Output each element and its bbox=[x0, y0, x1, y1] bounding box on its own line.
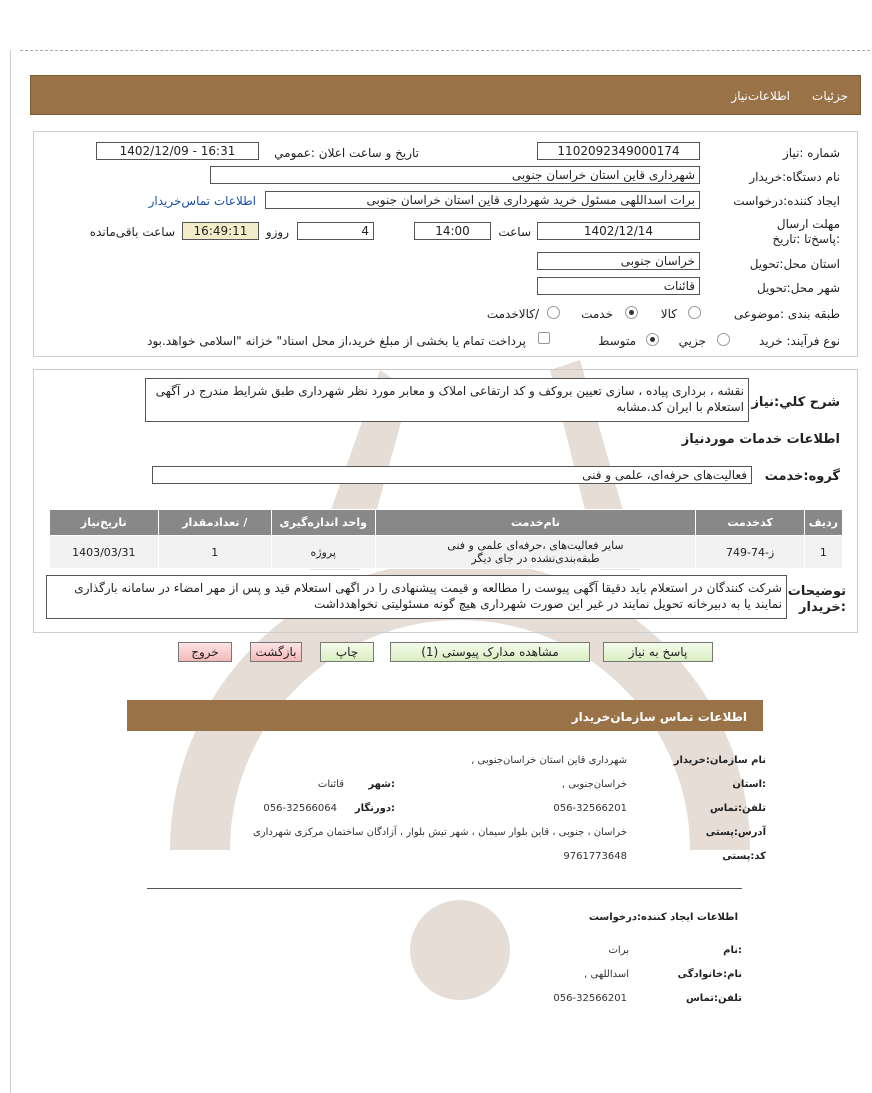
buyer-notes-label-2: :خریدار bbox=[799, 600, 846, 615]
address-value: خراسان ، جنوبی ، قاین بلوار سیمان ، شهر تیش بلوار ، آزادگان ساختمان مرکزی شهرداری bbox=[252, 827, 627, 838]
radio-medium-label: متوسط bbox=[598, 334, 636, 348]
reply-button[interactable]: پاسخ به نیاز bbox=[603, 642, 713, 662]
contact-city-value: قائنات bbox=[317, 779, 344, 790]
cell-service-code: ز-74-749 bbox=[696, 536, 804, 569]
contact-province-value: خراسان‌جنوبی , bbox=[561, 779, 627, 790]
contact-province-label: :استان bbox=[732, 779, 766, 790]
cell-row: 1 bbox=[804, 536, 842, 569]
process-label: نوع فرآیند: خرید bbox=[759, 334, 840, 348]
radio-partial-label: جزیي bbox=[678, 334, 706, 348]
col-unit: واحد اندازه‌گیری bbox=[271, 510, 375, 536]
creator-phone-value: 056-32566201 bbox=[553, 993, 627, 1004]
fax-label: :دورنگار bbox=[354, 803, 395, 814]
buyer-notes-label-1: توضیحات bbox=[787, 584, 846, 599]
treasury-payment-note: پرداخت تمام یا بخشی از مبلغ خرید،از محل اسناد" خزانه "اسلامی خواهد.بود bbox=[147, 334, 526, 348]
services-title: اطلاعات خدمات موردنیاز bbox=[681, 432, 840, 447]
announce-field: 1402/12/09 - 16:31 bbox=[96, 142, 259, 160]
city-field: قائنات bbox=[537, 277, 700, 295]
phone-label: تلفن:تماس bbox=[709, 803, 766, 814]
fax-value: 056-32566064 bbox=[263, 803, 337, 814]
time-label: ساعت bbox=[498, 225, 531, 239]
treasury-payment-checkbox[interactable] bbox=[538, 332, 550, 344]
col-row: ردیف bbox=[804, 510, 842, 536]
creator-family-value: اسداللهی , bbox=[584, 969, 629, 980]
creator-name-label: :نام bbox=[723, 945, 742, 956]
summary-text: نقشه ، برداری پیاده ، سازی تعیین بروکف و کد ارتفاعی املاک و معابر مورد نظر شهرداری طبق شرایط مندرج در آگهی استعلام با ایران کد.مشابه bbox=[145, 378, 749, 422]
summary-label: شرح کلي:نیاز bbox=[751, 395, 840, 410]
service-group-field: فعالیت‌های حرفه‌ای، علمی و فنی bbox=[152, 466, 752, 484]
table-row bbox=[50, 536, 843, 569]
province-label: استان محل:تحویل bbox=[749, 257, 840, 271]
radio-partial[interactable] bbox=[717, 333, 730, 346]
radio-goods[interactable] bbox=[688, 306, 701, 319]
tab-need-info[interactable]: اطلاعات‌نیاز bbox=[731, 89, 790, 103]
remaining-time-label: ساعت باقی‌مانده bbox=[89, 225, 175, 239]
creator-name-value: برات bbox=[608, 945, 629, 956]
cell-quantity: 1 bbox=[158, 536, 271, 569]
back-button[interactable]: بازگشت bbox=[250, 642, 302, 662]
announce-label: تاریخ و ساعت اعلان :عمومي bbox=[274, 146, 419, 160]
buyer-notes-text: شرکت کنندگان در استعلام باید دقیقا آگهی پیوست را مطالعه و قیمت پیشنهادی را در اگهی استعلام قید و پس از مهر امضاء در سامانه بارگذاری نمایند یا به دبیرخانه تحویل نمایند در غیر این صورت شهرداری هیچ گونه مسئولیتی نخواهدداشت bbox=[46, 575, 787, 619]
need-info-panel bbox=[33, 131, 858, 357]
contact-city-label: :شهر bbox=[368, 779, 395, 790]
creator-field: برات اسداللهی مسئول خرید شهرداری قاین استان خراسان جنوبی bbox=[265, 191, 700, 209]
org-value: شهرداری قاین استان خراسان‌جنوبی , bbox=[471, 755, 627, 766]
col-service-name: نام‌خدمت bbox=[375, 510, 696, 536]
creator-label: ایجاد کننده:درخواست bbox=[733, 194, 840, 208]
category-label: طبقه بندی :موضوعی bbox=[733, 307, 840, 321]
left-border bbox=[10, 50, 11, 1093]
contact-title: اطلاعات تماس سازمان‌خریدار bbox=[571, 710, 747, 724]
city-label: شهر محل:تحویل bbox=[756, 281, 840, 295]
col-service-code: کدخدمت bbox=[696, 510, 804, 536]
cell-service-name bbox=[375, 536, 696, 569]
radio-medium[interactable] bbox=[646, 333, 659, 346]
radio-service-label: خدمت bbox=[581, 307, 613, 321]
tab-details[interactable]: جزئیات bbox=[812, 89, 848, 103]
col-need-date: تاریخ‌نیاز bbox=[50, 510, 159, 536]
exit-button[interactable]: خروج bbox=[178, 642, 232, 662]
cell-need-date: 1403/03/31 bbox=[50, 536, 159, 569]
cell-unit: پروژه bbox=[271, 536, 375, 569]
buyer-contact-link[interactable]: اطلاعات تماس‌خریدار bbox=[148, 194, 256, 208]
address-label: آدرس:پستی bbox=[705, 827, 766, 838]
phone-value: 056-32566201 bbox=[553, 803, 627, 814]
creator-family-label: نام:خانوادگی bbox=[677, 969, 742, 980]
top-divider bbox=[20, 50, 870, 51]
service-name-line-1: سایر فعالیت‌های ،حرفه‌ای علمی و فنی bbox=[447, 539, 624, 552]
radio-service[interactable] bbox=[625, 306, 638, 319]
print-button[interactable]: چاپ bbox=[320, 642, 374, 662]
buyer-field: شهرداری قاین استان خراسان جنوبی bbox=[210, 166, 700, 184]
radio-goods-service-label: /کالاخدمت bbox=[486, 307, 539, 321]
buyer-label: نام دستگاه:خریدار bbox=[749, 170, 840, 184]
postal-value: 9761773648 bbox=[563, 851, 627, 862]
org-label: نام سازمان:خریدار bbox=[673, 755, 766, 766]
remaining-time-field: 16:49:11 bbox=[182, 222, 259, 240]
creator-section-title: اطلاعات ایجاد کننده:درخواست bbox=[588, 912, 738, 923]
contact-banner bbox=[127, 700, 763, 731]
header-banner bbox=[30, 75, 861, 115]
postal-label: کد:پستی bbox=[722, 851, 766, 862]
need-number-label: شماره :نیاز bbox=[783, 146, 840, 160]
deadline-date-field: 1402/12/14 bbox=[537, 222, 700, 240]
radio-goods-service[interactable] bbox=[547, 306, 560, 319]
col-quantity: / تعدادمقدار bbox=[158, 510, 271, 536]
days-label: روزو bbox=[265, 225, 289, 239]
need-number-field: 1102092349000174 bbox=[537, 142, 700, 160]
contact-divider bbox=[147, 888, 742, 889]
days-field: 4 bbox=[297, 222, 374, 240]
province-field: خراسان جنوبی bbox=[537, 252, 700, 270]
services-table bbox=[49, 509, 843, 569]
deadline-label: مهلت ارسال :پاسخ‌تا :تاریخ bbox=[772, 217, 840, 246]
creator-phone-label: تلفن:تماس bbox=[685, 993, 742, 1004]
deadline-time-field: 14:00 bbox=[414, 222, 491, 240]
radio-goods-label: کالا bbox=[660, 307, 677, 321]
service-name-line-2: طبقه‌بندی‌نشده در جای دیگر bbox=[471, 552, 600, 565]
view-attachments-button[interactable]: مشاهده مدارک پیوستی (1) bbox=[390, 642, 590, 662]
service-group-label: گروه:خدمت bbox=[764, 469, 840, 484]
